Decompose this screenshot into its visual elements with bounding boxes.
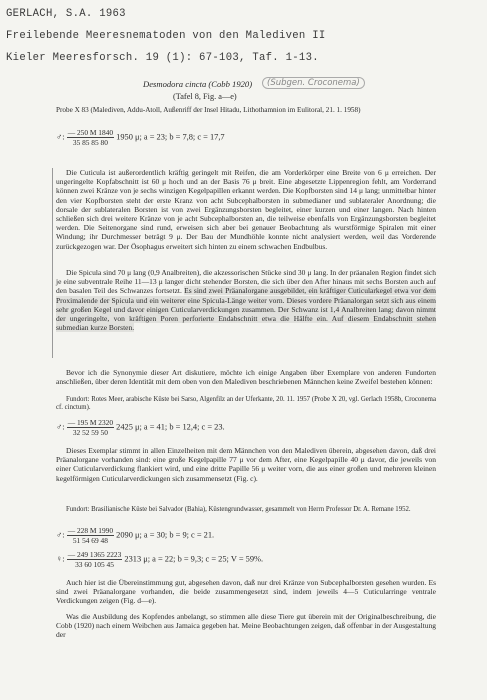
formula-values: 1950 μ; a = 23; b = 7,8; c = 17,7: [116, 132, 225, 142]
formula-values: 2313 μ; a = 22; b = 9,3; c = 25; V = 59%.: [124, 554, 264, 564]
description-paragraph-2: [56, 268, 436, 332]
fundort-brazil: [56, 506, 436, 514]
measurement-formula-4: [56, 550, 263, 569]
handwritten-annotation: (Subgen. Croconema): [262, 77, 365, 89]
species-title: Desmodora cincta (Cobb 1920): [143, 79, 253, 89]
paragraph-text: Auch hier ist die Übereinstimmung gut, abgesehen davon, daß nur drei Kränze von Subcephalborsten gesehen wurden. Es sind zwei Präanalorgane vorhanden, die beide zusammengesetzt sind, indem jeweils 4—5 Cuticularringe ventrale Verdickungen zeigen (Fig. d—e).: [56, 578, 436, 606]
formula-denominator: 51 54 69 48: [72, 536, 108, 545]
fundort-red-sea: [56, 396, 436, 413]
formula-sex: ♂:: [56, 132, 65, 142]
description-paragraph-4: [56, 446, 436, 483]
formula-sex: ♂:: [56, 422, 65, 432]
formula-numerator: — 250 M 1840: [67, 128, 114, 137]
formula-fraction: [67, 550, 123, 569]
measurement-formula-1: [56, 128, 225, 147]
formula-numerator: — 228 M 1990: [67, 526, 114, 535]
paragraph-text: Die Cuticula ist außerordentlich kräftig geringelt mit Reifen, die am Vorderkörper eine Breite von 6 μ erreichen. Der ungeringelte Kopfabschnitt ist 60 μ hoch und an der Basis 76 μ breit. Eine abgesetzte Lippenregion fehlt, am Vorderrand können zwei Kränze von je sechs winzigen Kegelpapillen erkannt werden. Die Kopfborsten sind 14 μ lang; unmittelbar hinter den vier Kopfborsten steht der erste Kranz von acht Subcephalborsten in submedianer und sublateraler Anordnung; die dorsale der sublateralen Borsten ist von zwei Ergänzungsborsten begleitet, einer kurzen und einer langen. Nach hinten schließen sich drei weitere Kränze von je acht Subcephalborsten an, die teilweise ebenfalls von Ergänzungsborsten begleitet werden. Die Seitenorgane sind rund, erweisen sich aber bei genauer Beobachtung als wurstförmige Spiralen mit einer Windung; ihr Durchmesser beträgt 9 μ. Der Bau der Mundhöhle konnte nicht analysiert werden, weil das Vorderende zurückgezogen war. Der Ösophagus erweitert sich hinten zu einem schwachen Endbulbus.: [56, 168, 436, 251]
plate-reference: (Tafel 8, Fig. a—e): [173, 92, 237, 101]
fundort-text: Fundort: Brasilianische Küste bei Salvador (Bahia), Küstengrundwasser, gesammelt von Herrn Professor Dr. A. Remane 1952.: [66, 506, 411, 513]
paragraph-text: Was die Ausbildung des Kopfendes anbelangt, so stimmen alle diese Tiere gut überein mit der Originalbeschreibung, die Cobb (1920) nach einem Weibchen aus Jamaica gegeben hat. Meine Beobachtungen zeigen, daß offenbar in der Ausgestaltung der: [56, 612, 436, 640]
description-paragraph-6: [56, 612, 436, 640]
typed-citation-line-2: Freilebende Meeresnematoden von den Malediven II: [6, 30, 326, 42]
fundort-text: Fundort: Rotes Meer, arabische Küste bei Sarso, Algenfilz an der Uferkante, 20. 11. 1957 (Probe X 20, vgl. Gerlach 1958b, Croconema cf. cinctum).: [56, 396, 436, 412]
formula-denominator: 33 60 105 45: [75, 560, 114, 569]
formula-numerator: — 249 1365 2223: [67, 550, 122, 559]
paragraph-text: Dieses Exemplar stimmt in allen Einzelheiten mit dem Männchen von den Malediven überein, abgesehen davon, daß drei Präanalorgane vorhanden sind: eine große Kegelpapille 77 μ vor dem After, eine Kegelpapille 40 μ davor, die jeweils von einer Cuticularverdickung flankiert wird, und eine dritte Papille 56 μ weiter vorn, die aus einer großen und mehreren kleinen kegelförmigen Cuticularverdickungen sich zusammensetzt (Fig. c).: [56, 446, 436, 483]
formula-sex: ♀:: [56, 554, 65, 564]
description-paragraph-1: [56, 168, 436, 251]
formula-fraction: [67, 418, 114, 437]
formula-numerator: — 195 M 2320: [67, 418, 114, 427]
formula-values: 2090 μ; a = 30; b = 9; c = 21.: [116, 530, 215, 540]
description-paragraph-3: [56, 368, 436, 386]
description-paragraph-5: [56, 578, 436, 606]
formula-denominator: 32 52 59 50: [72, 428, 108, 437]
typed-citation-line-1: GERLACH, S.A. 1963: [6, 8, 126, 20]
paragraph-text: [56, 268, 436, 332]
paragraph-text-a: Die Spicula sind 70 μ lang (0,9 Analbreiten), die akzessorischen Stücke sind 30 μ lang. In der präanalen Region findet sich je eine subventrale Reihe 11—13 μ langer dicht stehender Borsten, die sich über den After hinaus mit sechs Borsten auch auf den basalen Teil des Schwanzes fortsetzt.: [56, 268, 436, 296]
measurement-formula-2: [56, 418, 225, 437]
margin-line: [52, 168, 53, 358]
formula-denominator: 35 85 85 80: [72, 138, 108, 147]
highlighted-text: Es sind zwei Präanalorgane ausgebildet, ein kräftiger Cuticularkegel etwa vor dem Proximalende der Spicula und ein weiterer eine Spicula-Länge weiter vorn. Dieses vordere Präanalorgan setzt sich aus einem sehr großen Kegel und davor einigen Cuticularverdickungen zusammen. Der Schwanz ist 1,4 Analbreiten lang; davon nimmt der ungeringelte, von kräftigen Poren perforierte Endabschnitt etwa die Hälfte ein. Auf diesem Endabschnitt stehen submedian kurze Borsten.: [56, 286, 436, 333]
formula-fraction: [67, 128, 114, 147]
formula-fraction: [67, 526, 114, 545]
paragraph-text: Bevor ich die Synonymie dieser Art diskutiere, möchte ich einige Angaben über Exemplare von anderen Fundorten anschließen, über deren Identität mit dem oben von den Malediven beschriebenen Männchen keine Zweifel bestehen können:: [56, 368, 436, 387]
formula-sex: ♂:: [56, 530, 65, 540]
typed-citation-line-3: Kieler Meeresforsch. 19 (1): 67-103, Taf. 1-13.: [6, 52, 319, 64]
formula-values: 2425 μ; a = 41; b = 12,4; c = 23.: [116, 422, 225, 432]
probe-locality: Probe X 83 (Malediven, Addu-Atoll, Außenriff der Insel Hitadu, Lithothamnion im Eulitoral, 21. 1. 1958): [56, 106, 361, 114]
measurement-formula-3: [56, 526, 214, 545]
